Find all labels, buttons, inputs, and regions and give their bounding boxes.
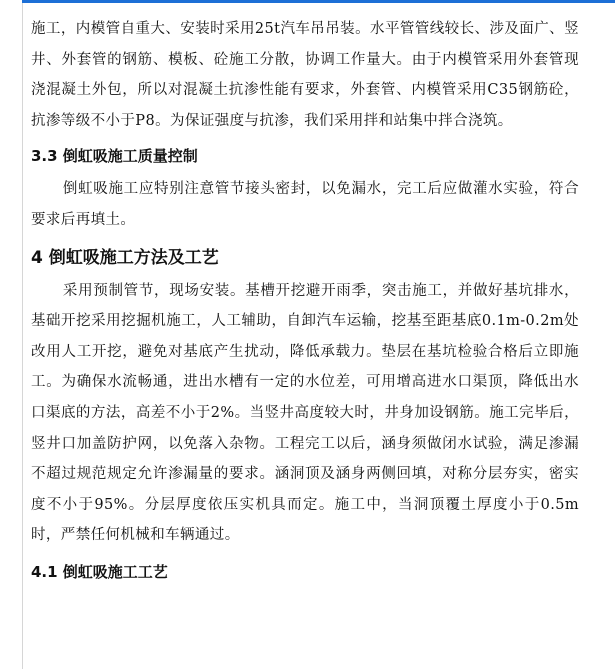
paragraph-4: 采用预制管节，现场安装。基槽开挖避开雨季，突击施工，并做好基坑排水，基础开挖采用挖掘机施工，人工辅助，自卸汽车运输，挖基至距基底0.1m-0.2m处改用人工开挖，避免对基底产生扰动，降低承载力。垫层在基坑检验合格后立即施工。为确保水流畅通，进出水槽有一定的水位差，可用增高进水口渠顶，降低出水口渠底的方法，高差不小于2%。当竖井高度较大时，井身加设钢筋。施工完毕后，竖井口加盖防护网，以免落入杂物。工程完工以后，涵身须做闭水试验，满足渗漏不超过规范规定允许渗漏量的要求。涵洞顶及涵身两侧回填，对称分层夯实，密实度不小于95%。分层厚度依压实机具而定。施工中，当洞顶覆土厚度小于0.5m时，严禁任何机械和车辆通过。 (31, 282, 579, 544)
paragraph-intro: 施工，内模管自重大、安装时采用25t汽车吊吊装。水平管管线较长、涉及面广、竖井、外套管的钢筋、模板、砼施工分散，协调工作量大。由于内模管采用外套管现浇混凝土外包，所以对混凝土抗渗性能有要求，外套管、内模管采用C35钢筋砼，抗渗等级不小于P8。为保证强度与抗渗，我们采用拌和站集中拌合浇筑。 (31, 21, 579, 129)
paragraph-3-3: 倒虹吸施工应特别注意管节接头密封，以免漏水，完工后应做灌水实验，符合要求后再填土。 (31, 181, 579, 228)
heading-4-1: 4.1 倒虹吸施工工艺 (31, 562, 168, 581)
heading-4: 4 倒虹吸施工方法及工艺 (31, 247, 219, 268)
document-body (31, 14, 579, 590)
heading-3-3: 3.3 倒虹吸施工质量控制 (31, 147, 198, 166)
page-top-edge (22, 0, 615, 3)
page-left-margin (0, 0, 23, 669)
